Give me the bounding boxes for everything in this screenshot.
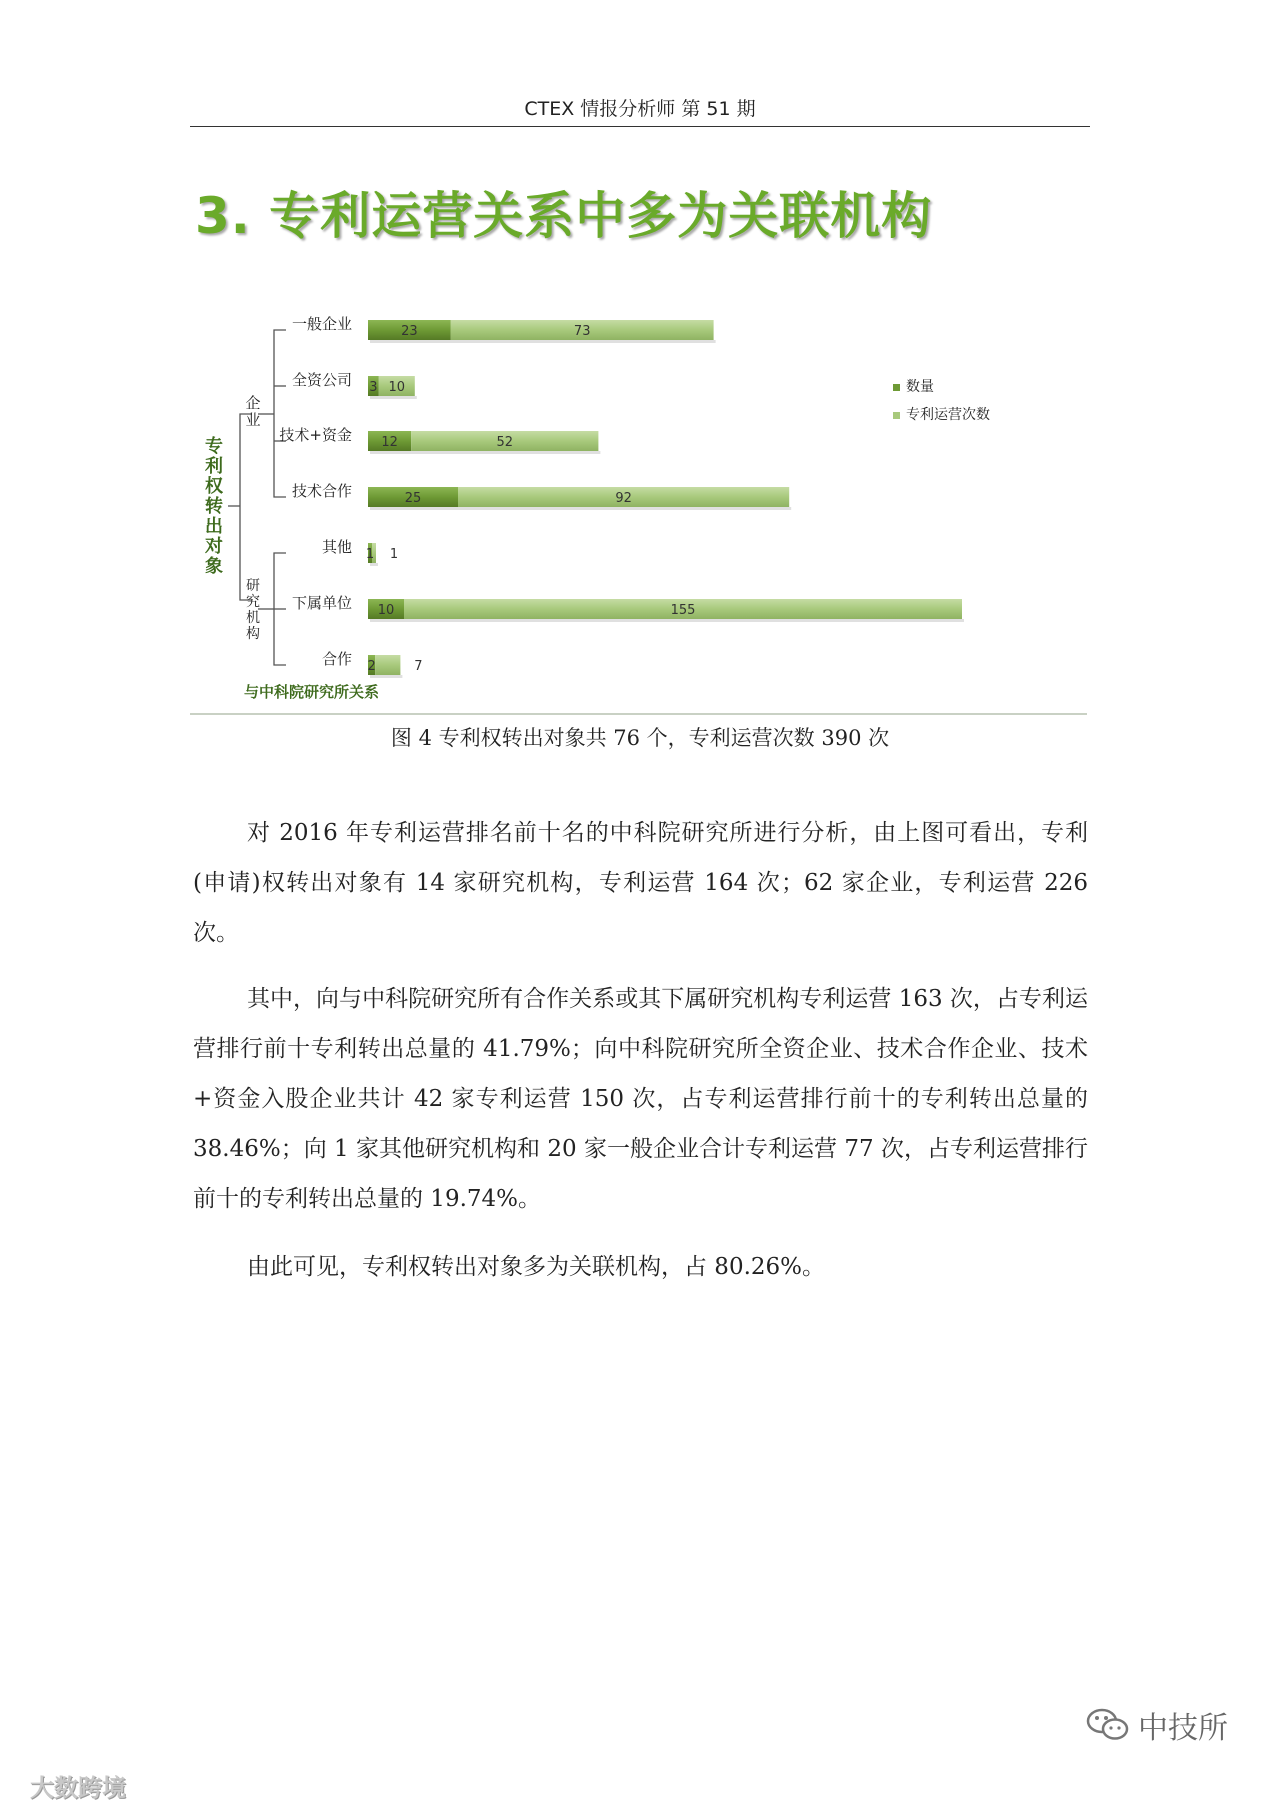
figure-caption: 图 4 专利权转出对象共 76 个，专利运营次数 390 次 [390,726,890,750]
wechat-watermark-text: 中技所 [1138,1711,1228,1746]
bar-value-label-ops-4: 1 [389,547,399,562]
bar-value-label-count-3: 25 [404,491,422,506]
section-title: 3. 专利运营关系中多为关联机构 [195,187,933,245]
bar-shadow-6 [370,675,402,678]
axis-title-char-1: 利 [205,456,223,477]
chart-bottom-rule [190,713,1087,715]
group-label-enterprise-char-0: 企 [245,394,261,412]
category-label-2: 技术+资金 [279,426,352,444]
bar-value-label-count-6: 2 [367,659,376,674]
bar-value-label-count-4: 1 [365,547,375,562]
paragraph-2: 其中，向与中科院研究所有合作关系或其下属研究机构专利运营 163 次，占专利运营排行前十专利转出总量的 41.79%；向中科院研究所全资企业、技术合作企业、技术+资金入股企业共计 42 家专利运营 150 次，占专利运营排行前十的专利转出总量的 38.46%；向 1 家其他研究机构和 20 家一般企业合计专利运营 77 次，占专利运营排行前十的专利转出总量的 19.74%。 [193,986,1088,1212]
group-label-research-char-0: 研 [246,578,260,594]
category-label-6: 合作 [321,650,352,668]
chart [0,0,1280,740]
group-label-research-char-1: 究 [246,594,260,610]
bar-shadow-2 [370,451,600,454]
category-label-3: 技术合作 [291,482,352,500]
bar-value-label-count-5: 10 [377,603,395,618]
group-label-research-char-2: 机 [246,610,260,626]
wechat-watermark [1086,1703,1228,1747]
legend-swatch-0 [893,384,900,391]
axis-title-char-5: 对 [205,536,223,557]
bar-value-label-ops-5: 155 [670,603,696,618]
corner-watermark: 大数跨境 [30,1774,126,1802]
wechat-icon [1086,1707,1130,1743]
bar-shadow-5 [370,619,964,622]
bar-value-label-ops-1: 10 [388,380,406,395]
axis-title-char-3: 转 [205,496,223,517]
bar-value-label-ops-6: 7 [414,659,423,674]
category-label-1: 全资公司 [291,371,352,389]
category-label-0: 一般企业 [291,315,352,333]
bar-value-label-count-1: 3 [369,380,378,395]
legend-label-1: 专利运营次数 [906,407,990,423]
bar-shadow-4 [370,563,378,566]
chart-svg [0,0,1280,740]
paragraph-3: 由此可见，专利权转出对象多为关联机构，占 80.26%。 [247,1254,826,1280]
group-label-enterprise-char-1: 业 [245,411,261,429]
chart-footer-label: 与中科院研究所关系 [244,683,380,701]
bar-value-label-ops-3: 92 [615,491,632,506]
paragraph-1: 对 2016 年专利运营排名前十名的中科院研究所进行分析，由上图可看出，专利(申请)权转出对象有 14 家研究机构，专利运营 164 次；62 家企业，专利运营 226 次。 [193,820,1088,946]
axis-title-char-4: 出 [205,516,223,537]
bar-value-label-count-2: 12 [381,435,398,450]
bar-value-label-ops-2: 52 [496,435,514,450]
axis-title-char-0: 专 [205,436,223,457]
category-label-4: 其他 [321,538,352,556]
axis-title-char-2: 权 [205,476,223,497]
bar-value-label-ops-0: 73 [573,324,591,339]
category-label-5: 下属单位 [291,594,352,612]
bar-shadow-0 [370,340,716,343]
page-header: CTEX 情报分析师 第 51 期 [524,98,756,120]
legend-label-0: 数量 [906,379,934,395]
axis-title-char-6: 象 [205,556,223,577]
group-label-research-char-3: 构 [246,626,260,642]
bar-shadow-3 [370,507,791,510]
bar-value-label-count-0: 23 [401,324,418,339]
bar-ops-6 [375,655,400,675]
bar-shadow-1 [370,396,417,399]
legend-swatch-1 [893,412,900,419]
